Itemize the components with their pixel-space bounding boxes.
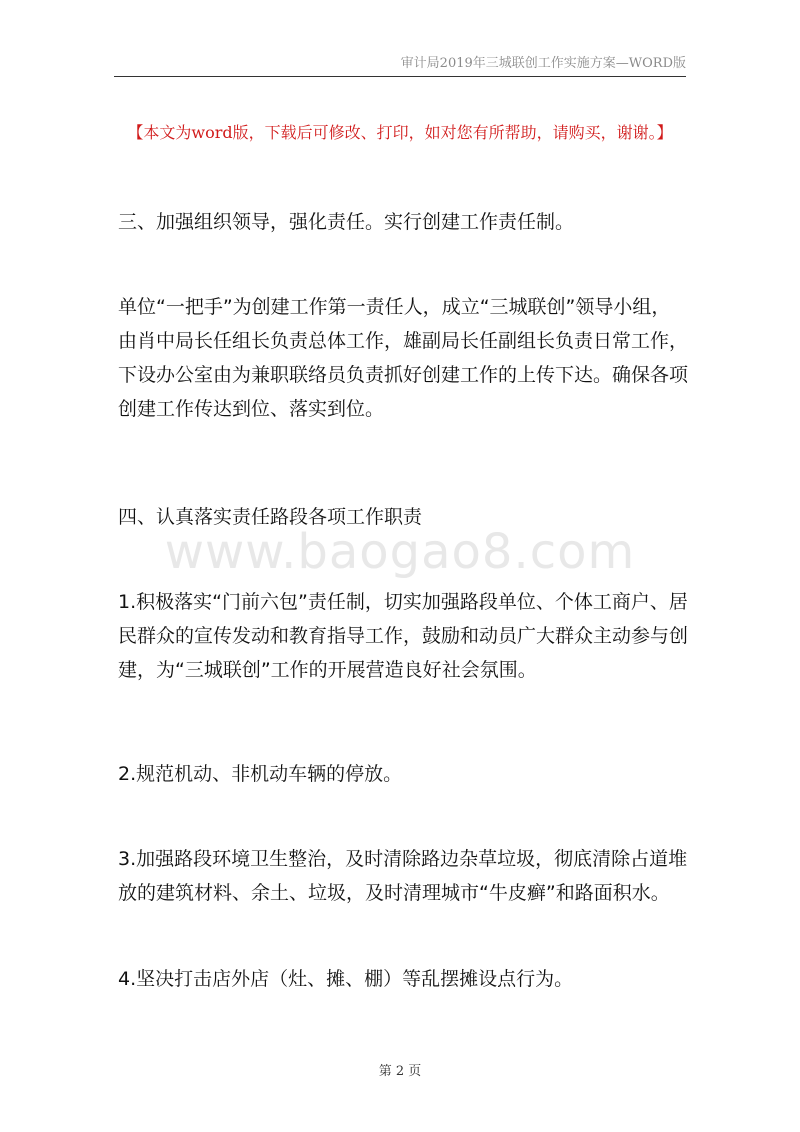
section-heading-3: 三、加强组织领导，强化责任。实行创建工作责任制。 xyxy=(118,211,575,233)
header-rule xyxy=(114,76,686,77)
paragraph-item-2: 2.规范机动、非机动车辆的停放。 xyxy=(118,763,403,785)
page-number: 第 2 页 xyxy=(378,1064,422,1079)
header-title: 审计局2019年三城联创工作实施方案—WORD版 xyxy=(400,56,686,71)
paragraph-item-1: 1.积极落实“门前六包”责任制，切实加强路段单位、个体工商户、居民群众的宣传发动和教育指导工作，鼓励和动员广大群众主动参与创建，为“三城联创”工作的开展营造良好社会氛围。 xyxy=(118,591,689,681)
watermark: www.baogao8.com xyxy=(164,524,636,580)
section-heading-4: 四、认真落实责任路段各项工作职责 xyxy=(118,506,423,528)
paragraph-item-3: 3.加强路段环境卫生整治，及时清除路边杂草垃圾，彻底清除占道堆放的建筑材料、余土、垃圾，及时清理城市“牛皮癣”和路面积水。 xyxy=(118,848,688,904)
purchase-notice: 【本文为word版，下载后可修改、打印，如对您有所帮助，请购买，谢谢。】 xyxy=(127,123,673,142)
paragraph-item-4: 4.坚决打击店外店（灶、摊、棚）等乱摆摊设点行为。 xyxy=(118,968,574,990)
paragraph-responsibility: 单位“一把手”为创建工作第一责任人，成立“三城联创”领导小组，由肖中局长任组长负责总体工作，雄副局长任副组长负责日常工作，下设办公室由为兼职联络员负责抓好创建工作的上传下达。确保各项创建工作传达到位、落实到位。 xyxy=(118,296,689,420)
